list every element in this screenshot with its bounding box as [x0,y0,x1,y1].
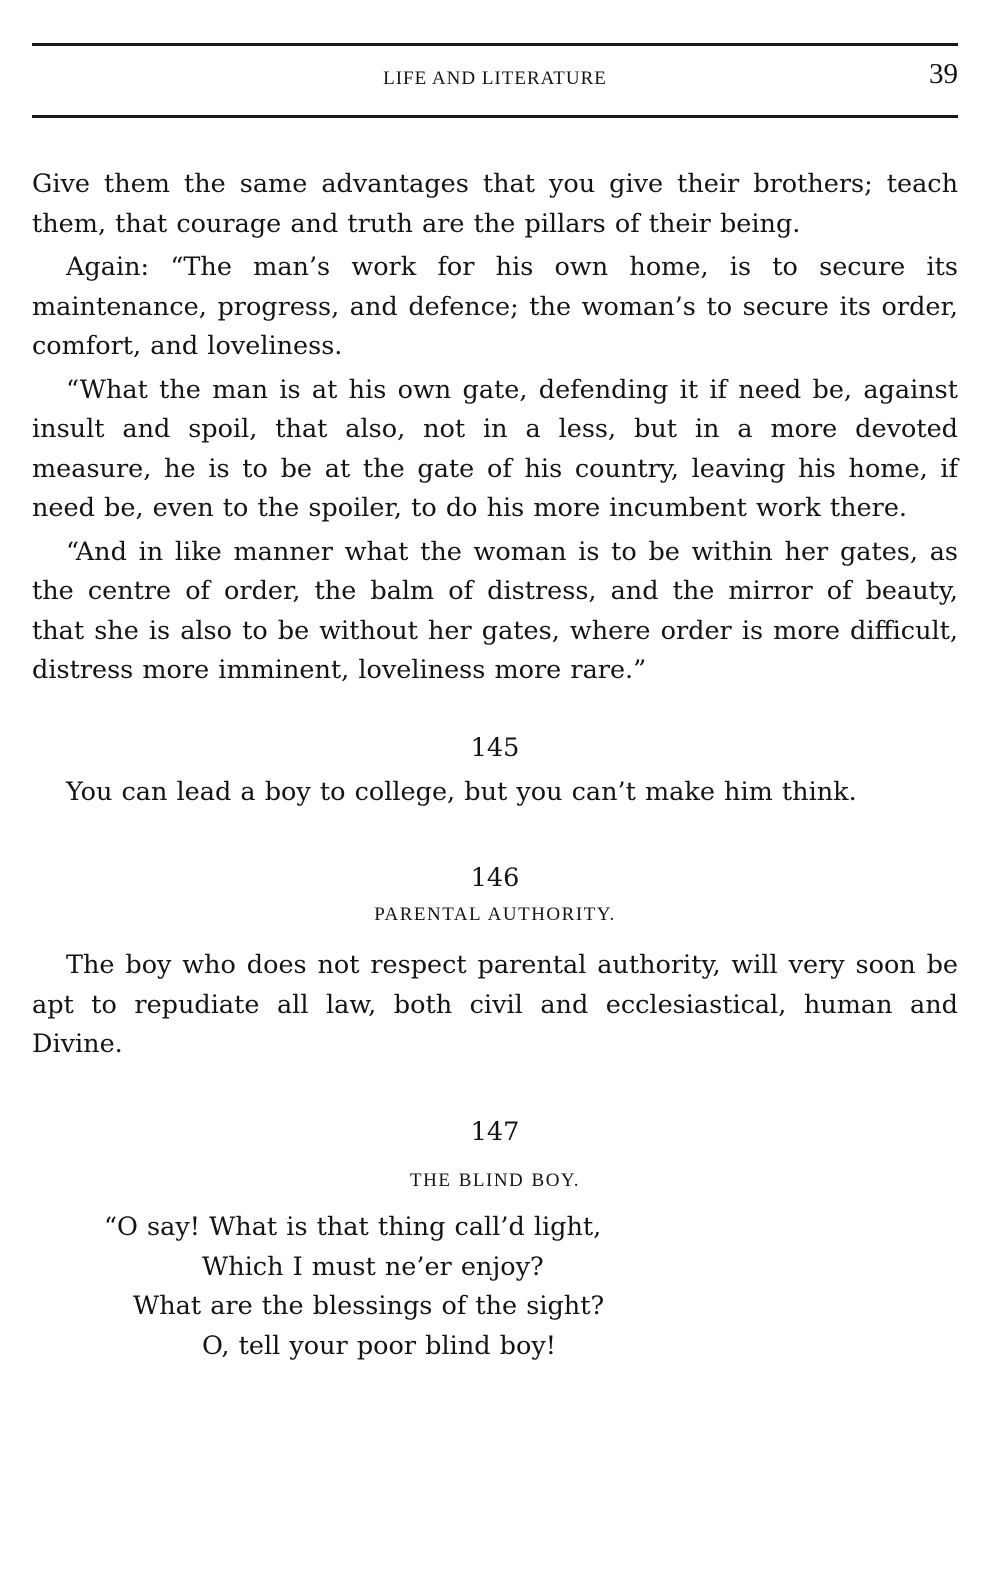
running-head: LIFE AND LITERATURE [383,68,607,89]
paragraph-continuation: Give them the same advantages that you give their brothers; teach them, that courage and truth are the pillars of their being. [32,169,958,239]
paragraph-man-at-gate: “What the man is at his own gate, defending it if need be, against insult and spoil, that also, not in a less, but in a more devoted measure, he is to be at the gate of his country, leaving his home, if need be, even to the spoiler, to do his more incumbent work there. [32,374,958,523]
header-rule-bottom [32,115,958,118]
entry-145-text: You can lead a boy to college, but you can’t make him think. [66,777,857,807]
poem-line-2: Which I must ne’er enjoy? [202,1251,544,1282]
entry-number-146: 146 [470,862,520,893]
page-number: 39 [929,58,958,90]
entry-146-title: PARENTAL AUTHORITY. [374,904,616,925]
poem-line-4: O, tell your poor blind boy! [202,1330,556,1361]
poem-the-blind-boy [32,1208,958,1366]
header-rule-top [32,43,958,46]
poem-line-3: What are the blessings of the sight? [133,1291,605,1321]
entry-number-145: 145 [470,732,520,763]
entry-146-text: The boy who does not respect parental authority, will very soon be apt to repudiate all law, both civil and ecclesiastical, human and Divine. [32,950,958,1059]
entry-147-title: THE BLIND BOY. [410,1170,580,1191]
paragraph-woman-within-gates: “And in like manner what the woman is to be within her gates, as the centre of order, the balm of distress, and the mirror of beauty, that she is also to be without her gates, where order is more difficult, distress more imminent, loveliness more rare.” [32,536,958,685]
paragraph-again: Again: “The man’s work for his own home, is to secure its maintenance, progress, and defence; the woman’s to secure its order, comfort, and loveliness. [32,252,958,361]
poem-line-1: “O say! What is that thing call’d light, [104,1212,602,1242]
entry-number-147: 147 [470,1116,520,1147]
body-text [32,165,958,1366]
